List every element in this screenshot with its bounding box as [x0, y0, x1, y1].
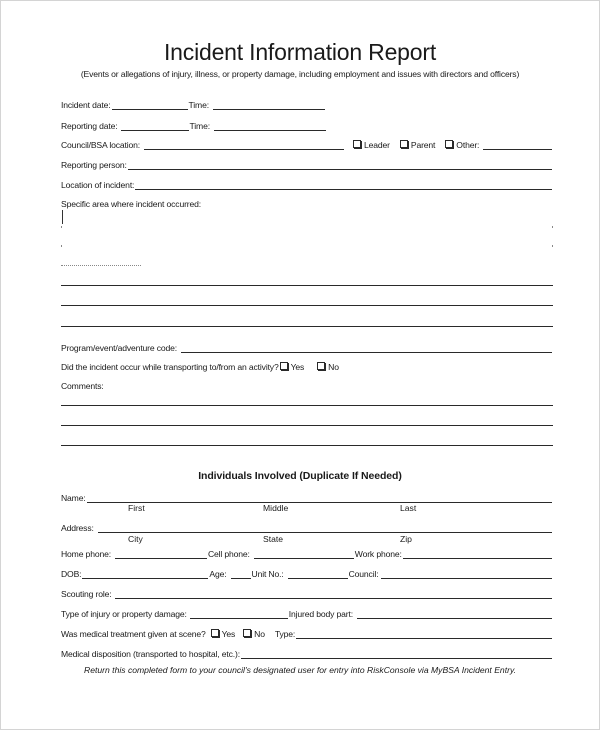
program-code-label: Program/event/adventure code:: [61, 343, 178, 353]
state-sublabel: State: [263, 534, 284, 544]
home-phone-field[interactable]: [115, 549, 207, 559]
individuals-section-title: Individuals Involved (Duplicate If Needed): [198, 470, 402, 482]
name-sublabels: [61, 503, 553, 514]
footer-instructions: Return this completed form to your council's designated user for entry into RiskConsole via MyBSA Incident Entry.: [84, 665, 516, 675]
incident-date-label: Incident date:: [61, 100, 111, 110]
body-part-field[interactable]: [357, 609, 552, 619]
first-sublabel: First: [128, 503, 145, 513]
council-location-field[interactable]: [144, 140, 344, 150]
name-field[interactable]: [87, 493, 552, 503]
location-label: Location of incident:: [61, 180, 135, 190]
checkbox-icon: [353, 140, 361, 148]
parent-checkbox[interactable]: [400, 140, 435, 150]
disposition-field[interactable]: [241, 649, 552, 659]
faint-mark: [552, 226, 553, 228]
work-phone-label: Work phone:: [354, 549, 402, 559]
description-line-2[interactable]: [61, 305, 553, 306]
body-part-label: Injured body part:: [288, 609, 353, 619]
leader-option-label: Leader: [364, 140, 390, 150]
location-row: [61, 178, 553, 190]
unit-no-field[interactable]: [288, 569, 348, 579]
checkbox-icon: [317, 362, 325, 370]
comments-line-2[interactable]: [61, 425, 553, 426]
program-code-row: [61, 341, 553, 353]
treatment-no-checkbox[interactable]: [243, 629, 265, 639]
dob-row: [61, 567, 553, 579]
address-field[interactable]: [98, 523, 552, 533]
transport-yes-label: Yes: [290, 362, 305, 372]
city-sublabel: City: [128, 534, 143, 544]
leader-checkbox[interactable]: [353, 140, 390, 150]
reporting-person-field[interactable]: [128, 160, 552, 170]
dob-label: DOB:: [61, 569, 82, 579]
council-label: Council:: [348, 569, 379, 579]
disposition-row: [61, 647, 553, 659]
specific-area-label: Specific area where incident occurred:: [61, 199, 201, 209]
phones-row: [61, 547, 553, 559]
text-cursor: [62, 210, 63, 224]
other-option-label: Other:: [456, 140, 480, 150]
faint-mark: [61, 226, 62, 228]
faint-label-remnant: [61, 262, 141, 266]
incident-time-label: Time:: [188, 100, 209, 110]
specific-area-row: [61, 197, 553, 209]
other-checkbox[interactable]: [445, 140, 479, 150]
reporting-person-row: [61, 158, 553, 170]
cell-phone-label: Cell phone:: [207, 549, 250, 559]
faint-mark: [61, 245, 62, 247]
medical-treatment-row: [61, 627, 553, 639]
scouting-role-row: [61, 587, 553, 599]
reporting-date-field[interactable]: [121, 121, 189, 131]
middle-sublabel: Middle: [263, 503, 289, 513]
work-phone-field[interactable]: [403, 549, 552, 559]
description-line-3[interactable]: [61, 326, 553, 327]
checkbox-icon: [445, 140, 453, 148]
incident-date-row: [61, 98, 553, 110]
treatment-type-label: Type:: [274, 629, 296, 639]
reporting-person-label: Reporting person:: [61, 160, 127, 170]
checkbox-icon: [280, 362, 288, 370]
medical-treatment-question: Was medical treatment given at scene?: [61, 629, 206, 639]
page-title: Incident Information Report: [163, 39, 437, 65]
parent-option-label: Parent: [410, 140, 436, 150]
injury-type-label: Type of injury or property damage:: [61, 609, 187, 619]
checkbox-icon: [243, 629, 251, 637]
transport-no-checkbox[interactable]: [317, 362, 339, 372]
zip-sublabel: Zip: [400, 534, 412, 544]
treatment-no-label: No: [254, 629, 265, 639]
address-label: Address:: [61, 523, 94, 533]
age-field[interactable]: [231, 569, 251, 579]
age-label: Age:: [209, 569, 227, 579]
comments-label: Comments:: [61, 381, 104, 391]
name-row: [61, 491, 553, 503]
transport-question: Did the incident occur while transporting to/from an activity?: [61, 362, 279, 372]
comments-line-1[interactable]: [61, 405, 553, 406]
council-location-label: Council/BSA location:: [61, 140, 141, 150]
comments-row: [61, 379, 553, 391]
faint-mark: [552, 245, 553, 247]
program-code-field[interactable]: [181, 343, 552, 353]
comments-line-3[interactable]: [61, 445, 553, 446]
unit-no-label: Unit No.:: [251, 569, 284, 579]
checkbox-icon: [400, 140, 408, 148]
treatment-type-field[interactable]: [296, 629, 552, 639]
home-phone-label: Home phone:: [61, 549, 111, 559]
last-sublabel: Last: [400, 503, 417, 513]
treatment-yes-checkbox[interactable]: [211, 629, 236, 639]
dob-field[interactable]: [82, 569, 208, 579]
incident-date-field[interactable]: [112, 100, 188, 110]
scouting-role-label: Scouting role:: [61, 589, 112, 599]
page-subtitle: (Events or allegations of injury, illness, or property damage, including employment and issues with directors and officers): [80, 69, 520, 79]
reporting-date-label: Reporting date:: [61, 121, 118, 131]
transport-row: [61, 360, 553, 372]
incident-time-field[interactable]: [213, 100, 325, 110]
council-field[interactable]: [381, 569, 552, 579]
treatment-yes-label: Yes: [221, 629, 236, 639]
reporting-time-field[interactable]: [214, 121, 326, 131]
name-label: Name:: [61, 493, 86, 503]
location-field[interactable]: [135, 180, 552, 190]
other-field[interactable]: [483, 140, 552, 150]
cell-phone-field[interactable]: [254, 549, 354, 559]
checkbox-icon: [211, 629, 219, 637]
disposition-label: Medical disposition (transported to hospital, etc.):: [61, 649, 240, 659]
address-row: [61, 521, 553, 533]
address-sublabels: [61, 534, 553, 545]
council-location-row: [61, 138, 553, 150]
scouting-role-field[interactable]: [115, 589, 552, 599]
transport-no-label: No: [328, 362, 339, 372]
transport-yes-checkbox[interactable]: [280, 362, 305, 372]
description-line-1[interactable]: [61, 285, 553, 286]
reporting-date-row: [61, 119, 553, 131]
reporting-time-label: Time:: [189, 121, 210, 131]
injury-type-field[interactable]: [190, 609, 288, 619]
injury-row: [61, 607, 553, 619]
